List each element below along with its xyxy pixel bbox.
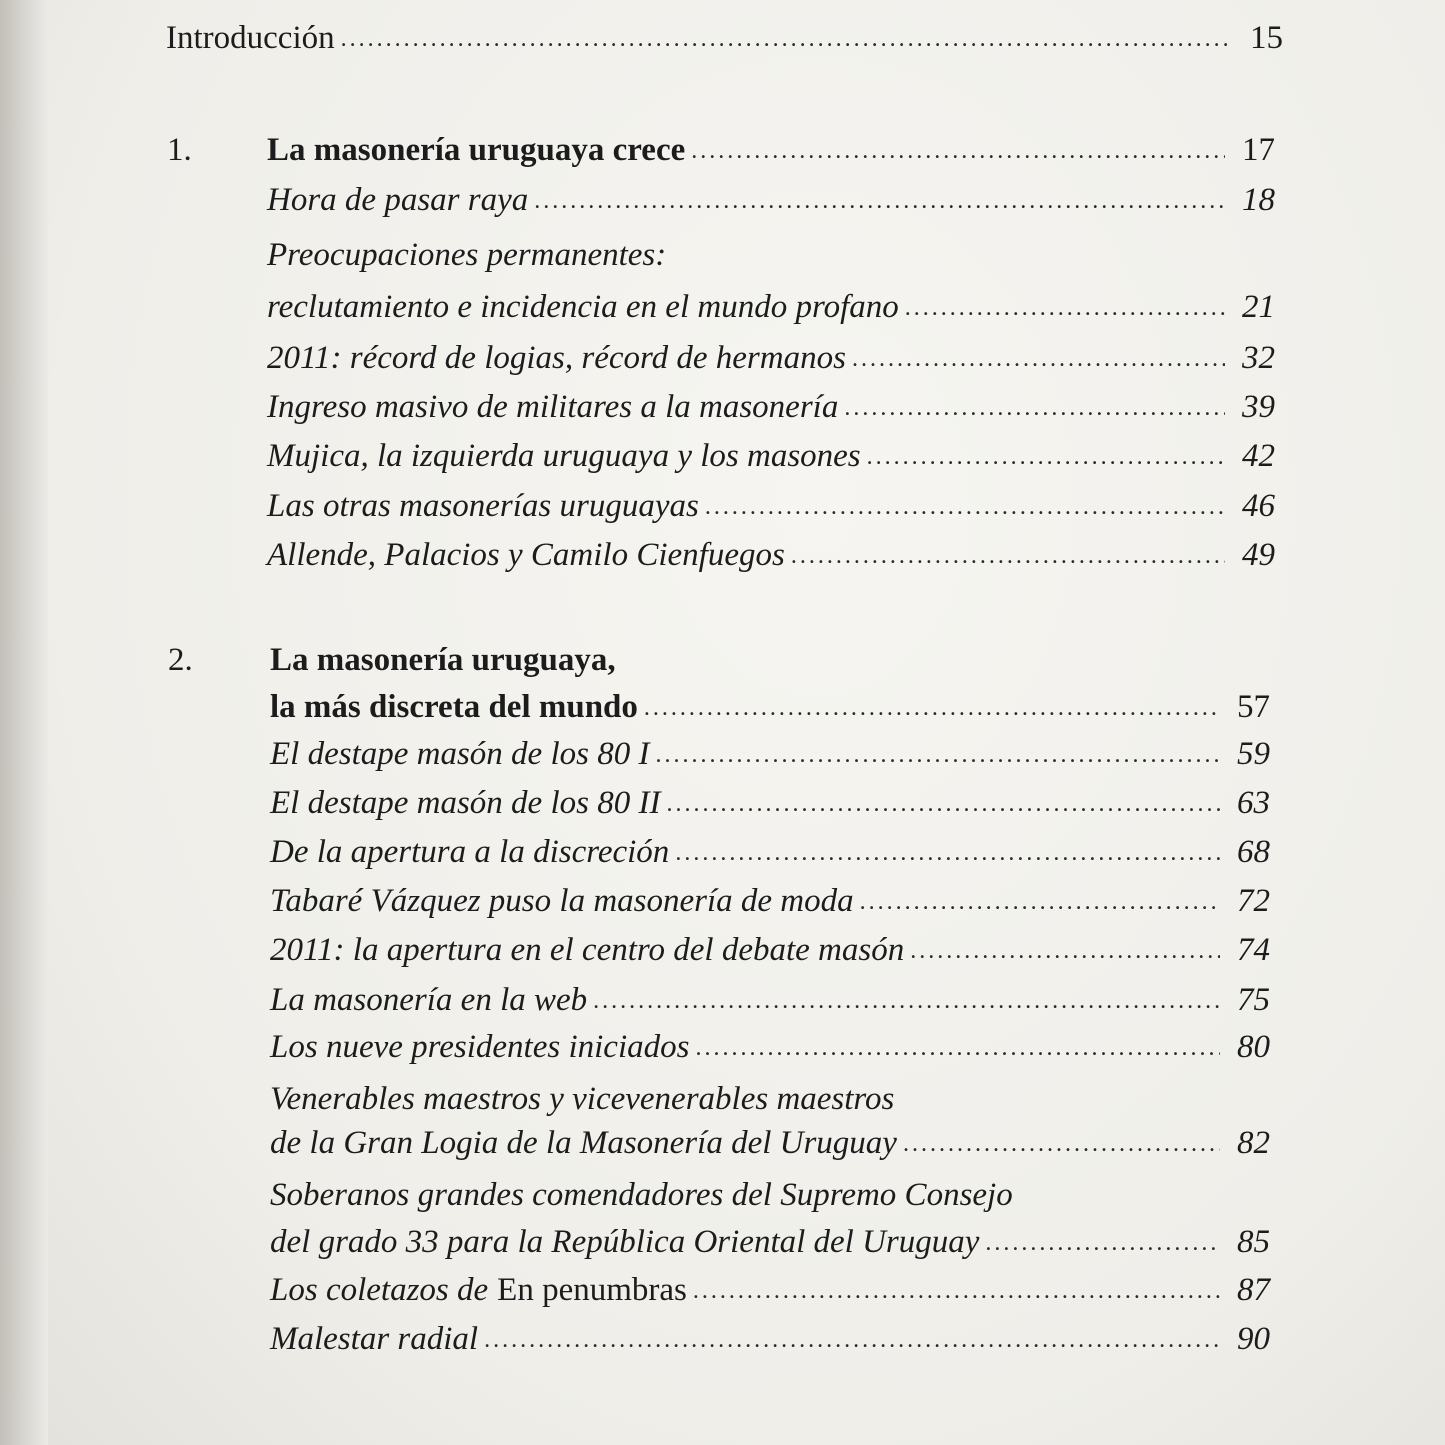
- dot-leader: [791, 532, 1225, 580]
- chapter-title: La masonería uruguaya,: [270, 642, 616, 678]
- toc-entry-title: Soberanos grandes comendadores del Supremo Consejo: [270, 1177, 1013, 1213]
- toc-page-number: 68: [1237, 834, 1270, 870]
- toc-entry: [267, 432, 1275, 480]
- toc-entry: [270, 779, 1270, 827]
- dot-leader: [910, 927, 1220, 975]
- dot-leader: [903, 1120, 1220, 1168]
- toc-page-number: 63: [1237, 785, 1270, 821]
- dot-leader: [867, 433, 1225, 481]
- dot-leader: [593, 977, 1220, 1025]
- toc-entry-title: de la Gran Logia de la Masonería del Uruguay: [270, 1125, 897, 1161]
- toc-page-number: 57: [1237, 689, 1270, 725]
- toc-entry-title-roman: En penumbras: [497, 1272, 687, 1308]
- toc-page-number: 32: [1242, 340, 1275, 376]
- toc-entry-title: Venerables maestros y vicevenerables maestros: [270, 1081, 895, 1117]
- toc-entry-title-prefix: Los coletazos de: [270, 1272, 489, 1308]
- toc-entry: [270, 730, 1270, 778]
- toc-page-number: 90: [1237, 1321, 1270, 1357]
- toc-page-number: 17: [1242, 132, 1275, 168]
- toc-entry: [270, 1218, 1270, 1266]
- dot-leader: [341, 15, 1233, 63]
- toc-entry-title: Introducción: [166, 20, 335, 56]
- toc-entry-title: reclutamiento e incidencia en el mundo profano: [267, 289, 899, 325]
- dot-leader: [644, 684, 1220, 732]
- toc-entry-title: Los nueve presidentes iniciados: [270, 1029, 690, 1065]
- toc-page-number: 75: [1237, 982, 1270, 1018]
- dot-leader: [484, 1316, 1220, 1364]
- toc-entry: [267, 231, 1275, 279]
- toc-page-number: 18: [1242, 182, 1275, 218]
- dot-leader: [691, 127, 1225, 175]
- chapter-title: La masonería uruguaya crece: [267, 132, 686, 168]
- toc-entry: [270, 1075, 1270, 1123]
- toc-page-number: 46: [1242, 488, 1275, 524]
- dot-leader: [705, 483, 1225, 531]
- toc-entry: [270, 926, 1270, 974]
- toc-chapter-2-line2: [270, 683, 1270, 731]
- chapter-number: 1.: [167, 132, 192, 168]
- toc-entry-title: del grado 33 para la República Oriental del Uruguay: [270, 1224, 980, 1260]
- toc-page-number: 42: [1242, 438, 1275, 474]
- toc-page-number: 87: [1237, 1272, 1270, 1308]
- toc-entry-title: Preocupaciones permanentes:: [267, 237, 667, 273]
- toc-entry: [270, 828, 1270, 876]
- dot-leader: [675, 829, 1220, 877]
- toc-entry: [267, 283, 1275, 331]
- toc-page-number: 72: [1237, 883, 1270, 919]
- toc-page-number: 39: [1242, 389, 1275, 425]
- toc-entry-title: La masonería en la web: [270, 982, 588, 1018]
- toc-entry: [267, 176, 1275, 224]
- toc-page-number: 74: [1237, 932, 1270, 968]
- toc-entry-title: Hora de pasar raya: [267, 182, 529, 218]
- toc-entry-title: El destape masón de los 80 II: [270, 785, 661, 821]
- toc-entry-title: El destape masón de los 80 I: [270, 736, 650, 772]
- dot-leader: [655, 731, 1220, 779]
- dot-leader: [860, 878, 1220, 926]
- toc-entry: [270, 1315, 1270, 1363]
- toc-entry-title: De la apertura a la discreción: [270, 834, 670, 870]
- page-shadow-edge: [0, 0, 48, 1445]
- toc-entry: [270, 877, 1270, 925]
- toc-entry-title: Allende, Palacios y Camilo Cienfuegos: [267, 537, 785, 573]
- toc-page-number: 15: [1250, 20, 1283, 56]
- toc-entry-title: Las otras masonerías uruguayas: [267, 488, 699, 524]
- toc-entry: [267, 334, 1275, 382]
- toc-entry: [267, 383, 1275, 431]
- toc-page-number: 80: [1237, 1029, 1270, 1065]
- toc-entry: [270, 1119, 1270, 1167]
- toc-entry-title: Ingreso masivo de militares a la masonería: [267, 389, 839, 425]
- toc-page-number: 82: [1237, 1125, 1270, 1161]
- chapter-number: 2.: [168, 642, 193, 678]
- toc-chapter-2-line1: [168, 636, 1270, 684]
- toc-chapter-1: [167, 126, 1275, 174]
- toc-entry: [270, 1266, 1270, 1314]
- toc-entry-title: 2011: la apertura en el centro del debate masón: [270, 932, 905, 968]
- toc-entry: [267, 531, 1275, 579]
- dot-leader: [985, 1219, 1220, 1267]
- toc-page-number: 85: [1237, 1224, 1270, 1260]
- toc-entry-title: 2011: récord de logias, récord de hermanos: [267, 340, 846, 376]
- dot-leader: [666, 780, 1220, 828]
- dot-leader: [695, 1024, 1220, 1072]
- toc-entry-intro: [166, 14, 1283, 62]
- dot-leader: [905, 284, 1225, 332]
- toc-entry-title: Mujica, la izquierda uruguaya y los masones: [267, 438, 861, 474]
- toc-entry: [270, 976, 1270, 1024]
- toc-entry-title: Malestar radial: [270, 1321, 479, 1357]
- toc-page-number: 49: [1242, 537, 1275, 573]
- dot-leader: [693, 1267, 1220, 1315]
- dot-leader: [852, 335, 1225, 383]
- toc-entry: [267, 482, 1275, 530]
- toc-entry: [270, 1023, 1270, 1071]
- toc-entry-title: Tabaré Vázquez puso la masonería de moda: [270, 883, 854, 919]
- dot-leader: [534, 177, 1225, 225]
- toc-entry: [270, 1171, 1270, 1219]
- chapter-title: la más discreta del mundo: [270, 689, 638, 725]
- toc-page-number: 21: [1242, 289, 1275, 325]
- toc-page-number: 59: [1237, 736, 1270, 772]
- dot-leader: [844, 384, 1225, 432]
